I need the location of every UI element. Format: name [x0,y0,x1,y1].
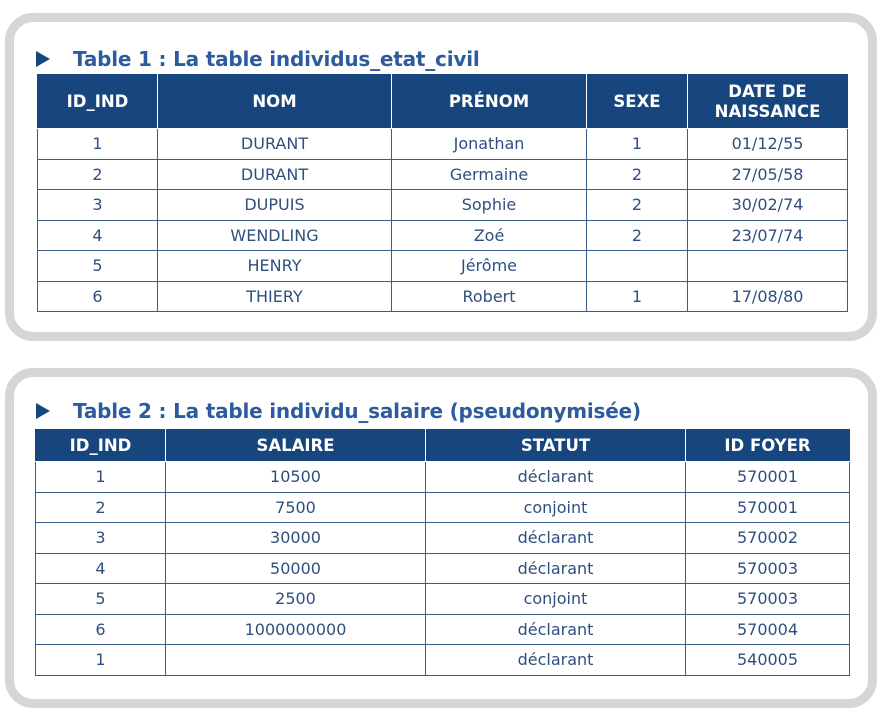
cell-id-foyer: 570002 [686,523,850,554]
table-row [36,553,850,584]
table-row [36,462,850,493]
table-row [36,645,850,676]
table1-header-row [38,75,848,129]
table-row [38,281,848,312]
cell-salaire: 7500 [166,492,426,523]
table1-panel [5,13,877,341]
table2-header-statut: STATUT [426,430,686,462]
table1-header-id-ind: ID_IND [38,75,158,129]
cell-id-ind: 3 [38,190,158,221]
cell-date-naissance: 01/12/55 [688,129,848,160]
cell-id-ind: 3 [36,523,166,554]
play-arrow-icon [36,51,50,67]
cell-sexe: 1 [587,129,688,160]
table-row [36,584,850,615]
table2-header-salaire: SALAIRE [166,430,426,462]
table1-title-row [36,44,480,74]
cell-statut: déclarant [426,614,686,645]
cell-id-ind: 6 [36,614,166,645]
cell-date-naissance [688,251,848,282]
table-row [36,614,850,645]
table2-header-row [36,430,850,462]
cell-date-naissance: 27/05/58 [688,159,848,190]
cell-id-ind: 1 [38,129,158,160]
cell-nom: DUPUIS [158,190,392,221]
cell-id-ind: 2 [36,492,166,523]
cell-id-foyer: 570003 [686,553,850,584]
cell-prenom: Zoé [392,220,587,251]
play-arrow-icon [36,403,50,419]
cell-id-foyer: 540005 [686,645,850,676]
cell-sexe [587,251,688,282]
cell-prenom: Jonathan [392,129,587,160]
cell-salaire [166,645,426,676]
cell-sexe: 1 [587,281,688,312]
cell-date-naissance: 30/02/74 [688,190,848,221]
cell-statut: déclarant [426,553,686,584]
cell-prenom: Germaine [392,159,587,190]
cell-id-foyer: 570001 [686,492,850,523]
cell-nom: THIERY [158,281,392,312]
cell-id-ind: 2 [38,159,158,190]
table1-header-date-naissance: DATE DE NAISSANCE [688,75,848,129]
table1-header-nom: NOM [158,75,392,129]
cell-salaire: 10500 [166,462,426,493]
cell-id-ind: 5 [38,251,158,282]
cell-id-ind: 1 [36,645,166,676]
cell-salaire: 30000 [166,523,426,554]
table2-header-id-foyer: ID FOYER [686,430,850,462]
cell-date-naissance: 23/07/74 [688,220,848,251]
table-row [38,129,848,160]
cell-sexe: 2 [587,220,688,251]
cell-salaire: 50000 [166,553,426,584]
table-row [36,492,850,523]
table1-header-sexe: SEXE [587,75,688,129]
cell-salaire: 1000000000 [166,614,426,645]
cell-statut: déclarant [426,523,686,554]
cell-id-ind: 6 [38,281,158,312]
table2-header-id-ind: ID_IND [36,430,166,462]
cell-id-ind: 4 [36,553,166,584]
table-row [36,523,850,554]
table-row [38,220,848,251]
cell-statut: déclarant [426,462,686,493]
table1-title: Table 1 : La table individus_etat_civil [73,47,480,71]
cell-date-naissance: 17/08/80 [688,281,848,312]
table-row [38,251,848,282]
cell-prenom: Jérôme [392,251,587,282]
cell-id-ind: 1 [36,462,166,493]
table1-header-prenom: PRÉNOM [392,75,587,129]
cell-sexe: 2 [587,190,688,221]
cell-statut: conjoint [426,492,686,523]
table2-individu-salaire [35,429,850,676]
cell-id-ind: 4 [38,220,158,251]
cell-salaire: 2500 [166,584,426,615]
cell-id-foyer: 570001 [686,462,850,493]
cell-nom: DURANT [158,129,392,160]
cell-statut: conjoint [426,584,686,615]
cell-nom: HENRY [158,251,392,282]
cell-statut: déclarant [426,645,686,676]
cell-id-foyer: 570003 [686,584,850,615]
table-row [38,159,848,190]
table2-title: Table 2 : La table individu_salaire (pseudonymisée) [73,399,641,423]
cell-id-ind: 5 [36,584,166,615]
table1-individus-etat-civil [37,74,848,312]
table2-title-row [36,396,641,426]
cell-sexe: 2 [587,159,688,190]
table-row [38,190,848,221]
table2-panel [5,368,877,708]
cell-nom: WENDLING [158,220,392,251]
cell-prenom: Sophie [392,190,587,221]
cell-nom: DURANT [158,159,392,190]
cell-id-foyer: 570004 [686,614,850,645]
cell-prenom: Robert [392,281,587,312]
